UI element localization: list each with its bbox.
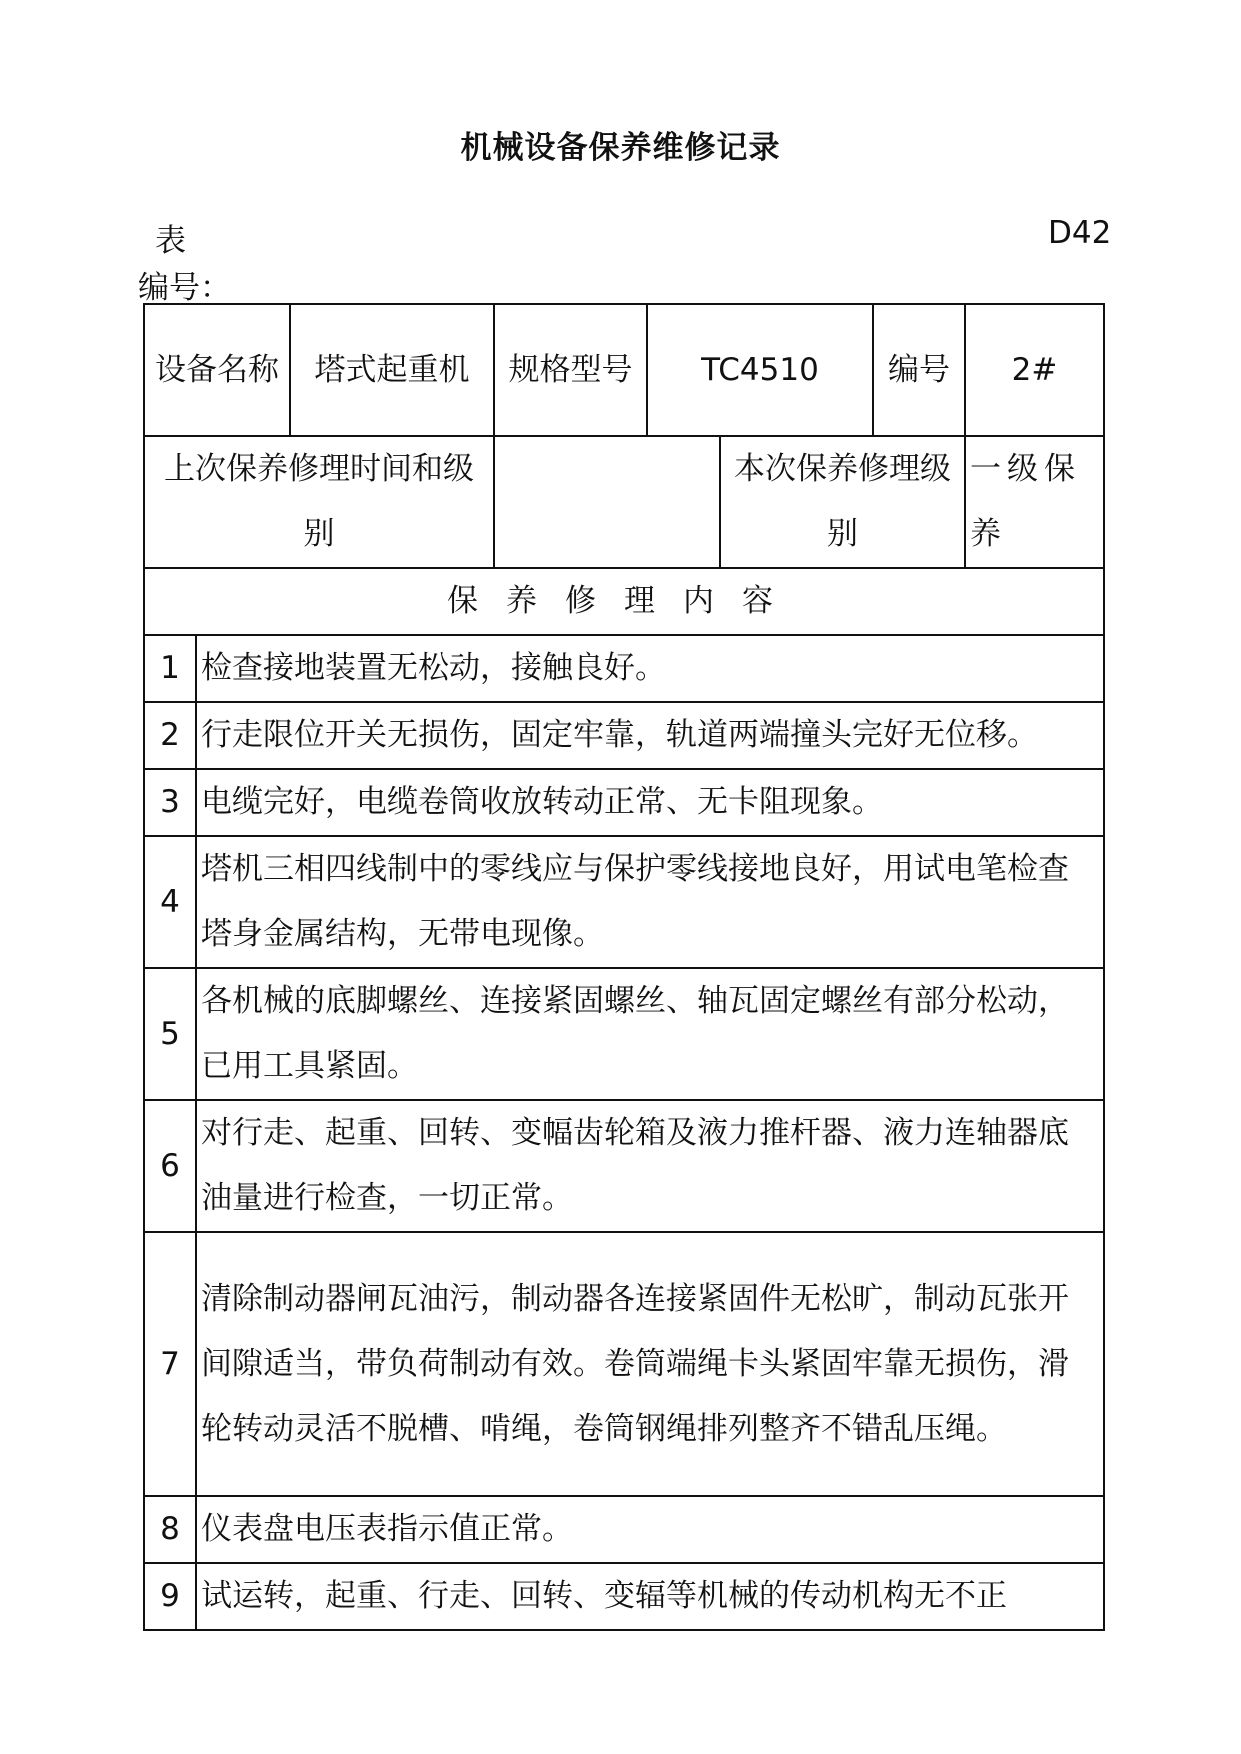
form-code: D42 <box>1048 215 1112 251</box>
equipment-number-label: 编号 <box>873 304 965 436</box>
form-label: 表 <box>155 223 186 259</box>
equipment-number-value: 2# <box>965 304 1104 436</box>
item-text: 检查接地装置无松动，接触良好。 <box>196 635 1104 702</box>
table-row <box>144 635 1104 702</box>
item-number: 8 <box>144 1496 196 1563</box>
content-header: 保养修理内容 <box>144 568 1104 635</box>
item-number: 9 <box>144 1563 196 1630</box>
item-number: 2 <box>144 702 196 769</box>
item-text: 清除制动器闸瓦油污，制动器各连接紧固件无松旷，制动瓦张开间隙适当，带负荷制动有效。卷筒端绳卡头紧固牢靠无损伤，滑轮转动灵活不脱槽、啃绳，卷筒钢绳排列整齐不错乱压绳。 <box>196 1232 1104 1496</box>
equipment-name-label: 设备名称 <box>144 304 290 436</box>
document-title: 机械设备保养维修记录 <box>460 130 781 166</box>
table-row <box>144 1232 1104 1496</box>
content-header-row <box>144 568 1104 635</box>
last-maintenance-value <box>494 436 720 568</box>
item-number: 4 <box>144 836 196 968</box>
form-number-label: 编号： <box>138 270 231 306</box>
item-text: 行走限位开关无损伤，固定牢靠，轨道两端撞头完好无位移。 <box>196 702 1104 769</box>
table-row <box>144 1563 1104 1630</box>
item-number: 7 <box>144 1232 196 1496</box>
maintenance-level-row <box>144 436 1104 568</box>
item-number: 6 <box>144 1100 196 1232</box>
last-maintenance-label: 上次保养修理时间和级别 <box>144 436 494 568</box>
table-row <box>144 1100 1104 1232</box>
item-text: 对行走、起重、回转、变幅齿轮箱及液力推杆器、液力连轴器底油量进行检查，一切正常。 <box>196 1100 1104 1232</box>
maintenance-record-table <box>143 303 1105 1631</box>
current-maintenance-label: 本次保养修理级别 <box>720 436 965 568</box>
item-text: 电缆完好，电缆卷筒收放转动正常、无卡阻现象。 <box>196 769 1104 836</box>
item-number: 3 <box>144 769 196 836</box>
item-number: 1 <box>144 635 196 702</box>
table-row <box>144 1496 1104 1563</box>
item-text: 试运转，起重、行走、回转、变辐等机械的传动机构无不正 <box>196 1563 1104 1630</box>
table-row <box>144 702 1104 769</box>
item-number: 5 <box>144 968 196 1100</box>
table-row <box>144 769 1104 836</box>
current-maintenance-value: 一级保养 <box>965 436 1104 568</box>
item-text: 塔机三相四线制中的零线应与保护零线接地良好，用试电笔检查塔身金属结构，无带电现像。 <box>196 836 1104 968</box>
item-text: 仪表盘电压表指示值正常。 <box>196 1496 1104 1563</box>
equipment-name-value: 塔式起重机 <box>290 304 494 436</box>
equipment-row <box>144 304 1104 436</box>
table-row <box>144 968 1104 1100</box>
table-row <box>144 836 1104 968</box>
model-label: 规格型号 <box>494 304 647 436</box>
item-text: 各机械的底脚螺丝、连接紧固螺丝、轴瓦固定螺丝有部分松动，已用工具紧固。 <box>196 968 1104 1100</box>
model-value: TC4510 <box>647 304 873 436</box>
